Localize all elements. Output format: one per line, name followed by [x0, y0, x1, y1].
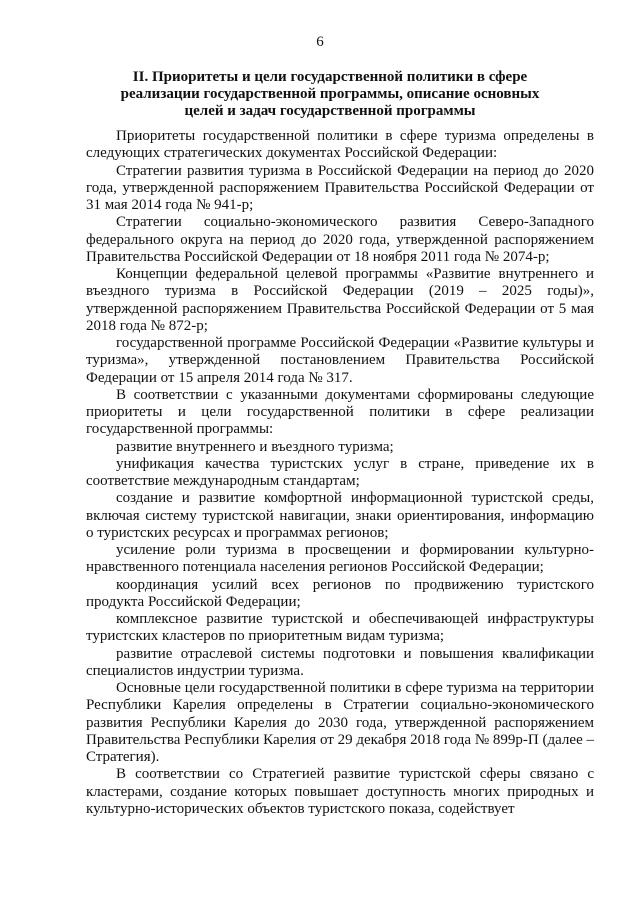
paragraph-clusters: В соответствии со Стратегией развитие туристской сферы связано с кластерами, создание которых повышает доступность многих природных и культурно-исторических объектов туристского показа, содействует — [86, 766, 594, 817]
paragraph-intro: Приоритеты государственной политики в сфере туризма определены в следующих стратегических документах Российской Федерации: — [86, 128, 594, 162]
paragraph-concept-fcp: Концепции федеральной целевой программы «Развитие внутреннего и въездного туризма в Российской Федерации (2019 – 2025 годы)», утвержденной распоряжением Правительства Российской Федерации от 5 мая 2018 года № 872-р; — [86, 266, 594, 334]
paragraph-karelia-goals: Основные цели государственной политики в сфере туризма на территории Республики Карелия определены в Стратегии социально-экономического развития Республики Карелия до 2030 года, утвержденной распоряжением Правительства Республики Карелия от 29 декабря 2018 года № 899р-П (далее – Стратегия). — [86, 680, 594, 765]
heading-line-2: реализации государственной программы, описание основных — [120, 86, 540, 102]
paragraph-state-program: государственной программе Российской Федерации «Развитие культуры и туризма», утвержденной постановлением Правительства Российской Федерации от 15 апреля 2014 года № 317. — [86, 335, 594, 386]
list-item-priority: создание и развитие комфортной информационной туристской среды, включая систему туристской навигации, знаки ориентирования, информацию о туристских ресурсах и программах регионов; — [86, 490, 594, 541]
paragraph-strategy-northwest: Стратегии социально-экономического развития Северо-Западного федерального округа на период до 2020 года, утвержденной распоряжением Правительства Российской Федерации от 18 ноября 2011 года № 2074-р; — [86, 214, 594, 265]
page-number: 6 — [316, 34, 324, 50]
section-heading — [90, 69, 570, 120]
list-item-priority: усиление роли туризма в просвещении и формировании культурно-нравственного потенциала населения регионов Российской Федерации; — [86, 542, 594, 576]
list-item-priority: комплексное развитие туристской и обеспечивающей инфраструктуры туристских кластеров по приоритетным видам туризма; — [86, 611, 594, 645]
list-item-priority: координация усилий всех регионов по продвижению туристского продукта Российской Федерации; — [86, 576, 594, 610]
list-item-priority: унификация качества туристских услуг в стране, приведение их в соответствие международным стандартам; — [86, 455, 594, 489]
paragraph-strategy-tourism: Стратегии развития туризма в Российской Федерации на период до 2020 года, утвержденной распоряжением Правительства Российской Федерации от 31 мая 2014 года № 941-р; — [86, 162, 594, 213]
heading-line-3: целей и задач государственной программы — [184, 103, 476, 119]
heading-line-1: II. Приоритеты и цели государственной политики в сфере — [132, 69, 528, 85]
list-item-priority: развитие отраслевой системы подготовки и повышения квалификации специалистов индустрии туризма. — [86, 645, 594, 679]
document-body — [86, 128, 594, 818]
paragraph-priorities-intro: В соответствии с указанными документами сформированы следующие приоритеты и цели государственной политики в сфере реализации государственной программы: — [86, 386, 594, 438]
list-item-priority: развитие внутреннего и въездного туризма; — [116, 438, 394, 455]
